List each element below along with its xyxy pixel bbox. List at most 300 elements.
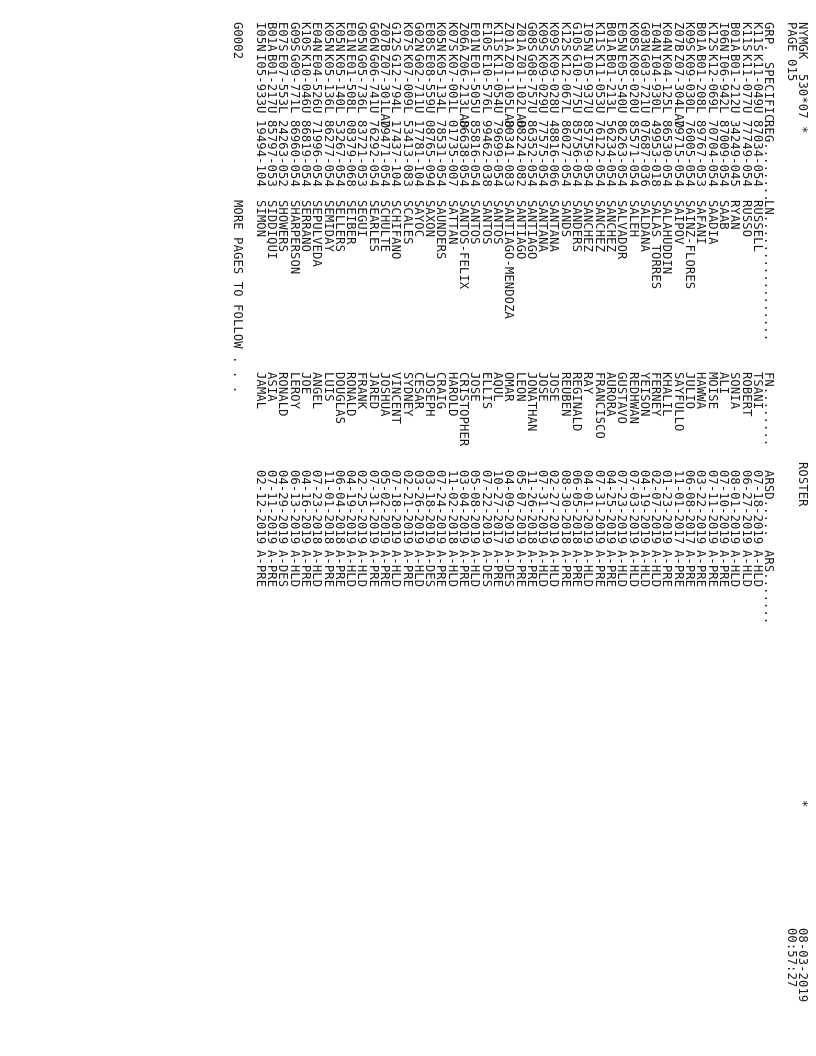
cell-arsd: 11-02-2018 bbox=[445, 470, 460, 545]
cell-first-name: ROBERT bbox=[739, 372, 754, 417]
cell-reg: 85571-054 bbox=[626, 120, 641, 187]
cell-ars: A-DES bbox=[423, 550, 438, 588]
cell-arsd: 06-08-2017 bbox=[683, 470, 698, 545]
cell-specific: I04-930L bbox=[649, 54, 664, 114]
cell-reg: 01735-007 bbox=[445, 120, 460, 187]
cell-ars: A-HLD bbox=[649, 550, 664, 588]
header-line-1 bbox=[797, 22, 808, 1032]
cell-specific: K08-020U bbox=[626, 54, 641, 114]
cell-grp: K08S bbox=[626, 22, 641, 52]
cell-ars: A-PRE bbox=[603, 550, 618, 588]
cell-reg: 56234-054 bbox=[603, 120, 618, 187]
cell-reg: 49953-018 bbox=[649, 120, 664, 187]
cell-first-name: JOSE bbox=[468, 372, 483, 402]
cell-last-name: SAYOC bbox=[411, 200, 426, 238]
cell-reg: 48816-066 bbox=[547, 120, 562, 187]
cell-ars: A-HLD bbox=[728, 550, 743, 588]
cell-grp: E05N bbox=[615, 22, 630, 52]
cell-first-name: REDHWAN bbox=[626, 372, 641, 425]
cell-arsd: 07-11-2019 bbox=[265, 470, 280, 545]
cell-arsd: 07-11-2019 bbox=[705, 470, 720, 545]
cell-last-name: SALVADOR bbox=[615, 200, 630, 260]
cell-specific: K12-069L bbox=[705, 54, 720, 114]
cell-reg: 87009-054 bbox=[716, 120, 731, 187]
cell-arsd: 07-18-2019 bbox=[750, 470, 765, 545]
cell-first-name: LEON bbox=[513, 372, 528, 402]
cell-last-name: SCHULTE bbox=[378, 200, 393, 253]
cell-last-name: SANTIAGO bbox=[513, 200, 528, 260]
cell-first-name: DOUGLAS bbox=[332, 372, 347, 425]
cell-last-name: SANTANA bbox=[536, 200, 551, 253]
cell-grp: G03N bbox=[637, 22, 652, 52]
cell-grp: G08S bbox=[524, 22, 539, 52]
cell-reg: 34249-045 bbox=[728, 120, 743, 187]
report-roster-label: ROSTER bbox=[796, 462, 810, 507]
cell-grp: K07S bbox=[445, 22, 460, 52]
cell-grp: K09S bbox=[547, 22, 562, 52]
cell-specific: K09-028U bbox=[547, 54, 562, 114]
cell-last-name: SANCHEZ bbox=[592, 200, 607, 253]
cell-specific: I06-942L bbox=[716, 54, 731, 114]
cell-ars: A-PRE bbox=[434, 550, 449, 588]
cell-first-name: CRAIG bbox=[434, 372, 449, 410]
table-row bbox=[447, 22, 458, 1032]
cell-last-name: SANCHEZ bbox=[581, 200, 596, 253]
cell-arsd: 01-23-2019 bbox=[660, 470, 675, 545]
cell-last-name: SANCHEZ bbox=[603, 200, 618, 253]
cell-specific: B01-213L bbox=[603, 54, 618, 114]
cell-reg: 71996-054 bbox=[310, 120, 325, 187]
cell-last-name: SAAB bbox=[716, 200, 731, 230]
cell-first-name: JOSEPH bbox=[423, 372, 438, 417]
cell-reg: 86027-054 bbox=[558, 120, 573, 187]
cell-last-name: SAXON bbox=[423, 200, 438, 238]
cell-grp: K09S bbox=[536, 22, 551, 52]
cell-last-name: SCALES bbox=[400, 200, 415, 245]
cell-specific: Z07-301LAD bbox=[378, 54, 393, 129]
report-page: PAGE 015 bbox=[784, 22, 799, 82]
cell-grp: G05N bbox=[355, 22, 370, 52]
cell-ars: A-HLD bbox=[389, 550, 404, 588]
cell-specific: K11-053U bbox=[592, 54, 607, 114]
cell-reg: 24263-052 bbox=[276, 120, 291, 187]
cell-last-name: SANTOS bbox=[468, 200, 483, 245]
report-title: NYMGK 530*07 * bbox=[796, 22, 810, 134]
cell-specific: G05-736L bbox=[355, 54, 370, 114]
cell-grp: Z06A bbox=[457, 22, 472, 52]
cell-first-name: ASIA bbox=[265, 372, 280, 402]
cell-reg: 76292-054 bbox=[366, 120, 381, 187]
cell-grp: I05N bbox=[581, 22, 596, 52]
cell-first-name: LEROY bbox=[287, 372, 302, 410]
cell-arsd: 03-18-2019 bbox=[423, 470, 438, 545]
cell-arsd: 10-27-2017 bbox=[490, 470, 505, 545]
cell-ars: A-PRE bbox=[513, 550, 528, 588]
table-row bbox=[705, 22, 720, 1032]
cell-ars: A-PRE bbox=[490, 550, 505, 588]
cell-reg: 85816-054 bbox=[468, 120, 483, 187]
cell-arsd: 07-23-2018 bbox=[310, 470, 325, 545]
cell-last-name: SAFANI bbox=[694, 200, 709, 245]
cell-ars: A-HLD bbox=[750, 550, 765, 588]
cell-last-name: RYAN bbox=[728, 200, 743, 230]
cell-last-name: RUSSELL bbox=[750, 200, 765, 253]
cell-grp: E04N bbox=[310, 22, 325, 52]
cell-last-name: SALDANA bbox=[637, 200, 652, 253]
cell-grp: Z07B bbox=[378, 22, 393, 52]
cell-specific: E10-576L bbox=[479, 54, 494, 114]
cell-grp: I06N bbox=[716, 22, 731, 52]
cell-last-name: SHARPERSON bbox=[287, 200, 302, 275]
report-star: * bbox=[796, 800, 810, 808]
table-row bbox=[592, 22, 607, 1032]
cell-last-name: SALAHUDDIN bbox=[660, 200, 675, 275]
cell-last-name: SEGUI bbox=[355, 200, 370, 238]
cell-specific: G03-721U bbox=[637, 54, 652, 114]
cell-ars: A-PRE bbox=[332, 550, 347, 588]
cell-first-name: VINCENT bbox=[389, 372, 404, 425]
cell-arsd: 04-19-2019 bbox=[637, 470, 652, 545]
cell-first-name: RAY bbox=[581, 372, 596, 395]
cell-ars: A-HLD bbox=[468, 550, 483, 588]
cell-ars: A-HLD bbox=[581, 550, 596, 588]
table-row bbox=[253, 22, 268, 1032]
cell-last-name: SANTANA bbox=[547, 200, 562, 253]
cell-arsd: 04-09-2019 bbox=[502, 470, 517, 545]
cell-first-name: CRISTOPHER bbox=[457, 372, 472, 447]
col-reg: REG........ bbox=[762, 120, 777, 202]
cell-ars: A-PRE bbox=[457, 550, 472, 588]
col-specific: SPECIFIC.. bbox=[762, 62, 777, 137]
cell-ars: A-HLD bbox=[626, 550, 641, 588]
cell-first-name: RONALD bbox=[344, 372, 359, 417]
cell-grp: K11S bbox=[592, 22, 607, 52]
cell-grp: K10S bbox=[298, 22, 313, 52]
cell-specific: K11-054U bbox=[490, 54, 505, 114]
cell-specific: Z01-105LAD bbox=[502, 54, 517, 129]
cell-reg: 85759-054 bbox=[581, 120, 596, 187]
cell-specific: K07-009L bbox=[400, 54, 415, 114]
cell-specific: G10-775U bbox=[570, 54, 585, 114]
cell-arsd: 02-25-2019 bbox=[355, 470, 370, 545]
cell-ars: A-PRE bbox=[378, 550, 393, 588]
cell-specific: K10-046U bbox=[298, 54, 313, 114]
cell-specific: E07-553L bbox=[276, 54, 291, 114]
cell-ars: A-PRE bbox=[705, 550, 720, 588]
cell-first-name: AQUL bbox=[490, 372, 505, 402]
cell-ars: A-PRE bbox=[400, 550, 415, 588]
cell-ars: A-HLD bbox=[355, 550, 370, 588]
cell-grp: E01N bbox=[344, 22, 359, 52]
cell-arsd: 05-08-2019 bbox=[468, 470, 483, 545]
cell-ars: A-PRE bbox=[524, 550, 539, 588]
cell-arsd: 02-21-2019 bbox=[400, 470, 415, 545]
cell-reg: 07687-036 bbox=[637, 120, 652, 187]
cell-first-name: SONIA bbox=[728, 372, 743, 410]
cell-ars: A-PRE bbox=[716, 550, 731, 588]
cell-reg: 86530-054 bbox=[660, 120, 675, 187]
cell-specific: K05-134L bbox=[434, 54, 449, 114]
cell-ars: A-PRE bbox=[265, 550, 280, 588]
cell-first-name: TSANI bbox=[750, 372, 765, 410]
cell-ars: A-HLD bbox=[536, 550, 551, 588]
cell-arsd: 04-29-2019 bbox=[276, 470, 291, 545]
cell-last-name: SANTIAGO-MENDOZA bbox=[502, 200, 517, 319]
cell-first-name: JONATHAN bbox=[524, 372, 539, 432]
cell-last-name: SELLERS bbox=[332, 200, 347, 253]
cell-specific: Z01-102LAD bbox=[513, 54, 528, 129]
table-row bbox=[287, 22, 302, 1032]
cell-specific: E08-559U bbox=[423, 54, 438, 114]
cell-grp: E08S bbox=[423, 22, 438, 52]
cell-last-name: SANDERS bbox=[570, 200, 585, 253]
cell-arsd: 07-31-2019 bbox=[536, 470, 551, 545]
table-row bbox=[366, 22, 381, 1032]
cell-first-name: OMAR bbox=[502, 372, 517, 402]
cell-arsd: 04-16-2019 bbox=[298, 470, 313, 545]
cell-grp: Z01A bbox=[502, 22, 517, 52]
cell-first-name: JARED bbox=[366, 372, 381, 410]
cell-last-name: SEARLES bbox=[366, 200, 381, 253]
cell-arsd: 07-18-2019 bbox=[389, 470, 404, 545]
cell-reg: 79471-054 bbox=[378, 120, 393, 187]
cell-first-name: JOSE bbox=[547, 372, 562, 402]
cell-specific: G06-741U bbox=[366, 54, 381, 114]
cell-ars: A-PRE bbox=[298, 550, 313, 588]
cell-arsd: 05-02-2019 bbox=[378, 470, 393, 545]
cell-last-name: RUSSO bbox=[739, 200, 754, 238]
cell-specific: K11-049U bbox=[750, 54, 765, 114]
cell-reg: 77575-054 bbox=[536, 120, 551, 187]
cell-first-name: HAROLD bbox=[445, 372, 460, 417]
cell-reg: 87034-054 bbox=[750, 120, 765, 187]
cell-grp: G12S bbox=[389, 22, 404, 52]
cell-specific: K11-077U bbox=[739, 54, 754, 114]
cell-specific: G09-771L bbox=[287, 54, 302, 114]
table-row bbox=[558, 22, 573, 1032]
col-ars: ARS....... bbox=[762, 550, 777, 625]
cell-grp: K11S bbox=[739, 22, 754, 52]
cell-last-name: SALAS TORRES bbox=[649, 200, 664, 290]
cell-specific: G02-711U bbox=[411, 54, 426, 114]
rotated-roster-page bbox=[232, 22, 808, 1032]
cell-grp: G02N bbox=[411, 22, 426, 52]
cell-last-name: SANDS bbox=[558, 200, 573, 238]
cell-reg: 83721-053 bbox=[355, 120, 370, 187]
cell-first-name: ANGEL bbox=[310, 372, 325, 410]
cell-grp: Z01A bbox=[513, 22, 528, 52]
cell-arsd: 07-03-2019 bbox=[626, 470, 641, 545]
cell-grp: G10S bbox=[570, 22, 585, 52]
cell-last-name: SEMIDAY bbox=[321, 200, 336, 253]
cell-reg: 53267-054 bbox=[332, 120, 347, 187]
cell-ars: A-HLD bbox=[547, 550, 562, 588]
cell-grp: E07S bbox=[276, 22, 291, 52]
cell-arsd: 03-04-2019 bbox=[457, 470, 472, 545]
cell-arsd: 07-23-2019 bbox=[615, 470, 630, 545]
cell-reg: 08379-068 bbox=[344, 120, 359, 187]
cell-arsd: 07-31-2019 bbox=[592, 470, 607, 545]
col-grp: GRP. bbox=[762, 22, 777, 52]
footer-code: G0002 bbox=[231, 22, 246, 60]
cell-reg: 79715-054 bbox=[671, 120, 686, 187]
cell-last-name: SIDDIQUI bbox=[265, 200, 280, 260]
roster-table-body bbox=[253, 22, 765, 1032]
cell-arsd: 11-01-2017 bbox=[671, 470, 686, 545]
cell-reg: 86819-054 bbox=[298, 120, 313, 187]
cell-last-name: SAADIA bbox=[705, 200, 720, 245]
cell-last-name: SERRANO bbox=[298, 200, 313, 253]
cell-specific: G08-757U bbox=[524, 54, 539, 114]
cell-arsd: 06-05-2018 bbox=[570, 470, 585, 545]
cell-first-name: REUBEN bbox=[558, 372, 573, 417]
cell-reg: 99462-038 bbox=[479, 120, 494, 187]
cell-arsd: 03-26-2019 bbox=[411, 470, 426, 545]
cell-reg: 77749-054 bbox=[739, 120, 754, 187]
cell-arsd: 02-12-2019 bbox=[253, 470, 268, 545]
cell-arsd: 04-19-2019 bbox=[344, 470, 359, 545]
cell-reg: 53413-083 bbox=[400, 120, 415, 187]
footer-line bbox=[231, 22, 246, 1032]
table-row bbox=[400, 22, 415, 1032]
cell-first-name: CESAR bbox=[411, 372, 426, 410]
cell-last-name: SEIBER bbox=[344, 200, 359, 245]
cell-arsd: 05-07-2019 bbox=[513, 470, 528, 545]
cell-first-name: FRANK bbox=[355, 372, 370, 410]
col-arsd: ARSD..... bbox=[762, 470, 777, 537]
cell-ars: A-HLD bbox=[739, 550, 754, 588]
cell-last-name: SANTOS bbox=[479, 200, 494, 245]
cell-specific: E04-526U bbox=[310, 54, 325, 114]
cell-arsd: 07-10-2019 bbox=[716, 470, 731, 545]
cell-first-name: SAYFULLO bbox=[671, 372, 686, 432]
cell-first-name: FERNEY bbox=[649, 372, 664, 417]
cell-ars: A-HLD bbox=[287, 550, 302, 588]
cell-grp: B01A bbox=[728, 22, 743, 52]
cell-reg: 86352-054 bbox=[524, 120, 539, 187]
cell-specific: E01-505U bbox=[468, 54, 483, 114]
cell-arsd: 11-26-2018 bbox=[524, 470, 539, 545]
table-row bbox=[479, 22, 494, 1032]
cell-grp: K05N bbox=[434, 22, 449, 52]
col-ln: LN................. bbox=[762, 200, 777, 342]
cell-reg: 80341-083 bbox=[502, 120, 517, 187]
cell-arsd: 06-04-2018 bbox=[332, 470, 347, 545]
cell-specific: Z06-213LAD bbox=[457, 54, 472, 129]
cell-last-name: SATTAN bbox=[445, 200, 460, 245]
cell-first-name: JOSE bbox=[536, 372, 551, 402]
cell-first-name: AURORA bbox=[603, 372, 618, 417]
cell-specific: Z07-304LAD bbox=[671, 54, 686, 129]
cell-grp: G09S bbox=[287, 22, 302, 52]
cell-grp: B01A bbox=[265, 22, 280, 52]
cell-reg: 70704-054 bbox=[705, 120, 720, 187]
cell-grp: K05N bbox=[321, 22, 336, 52]
cell-grp: K09S bbox=[683, 22, 698, 52]
cell-ars: A-HLD bbox=[411, 550, 426, 588]
cell-grp: B01A bbox=[694, 22, 709, 52]
table-row bbox=[671, 22, 686, 1032]
cell-reg: 89767-053 bbox=[694, 120, 709, 187]
cell-specific: B01-212U bbox=[728, 54, 743, 114]
cell-ars: A-PRE bbox=[321, 550, 336, 588]
cell-arsd: 02-27-2019 bbox=[547, 470, 562, 545]
cell-reg: 17437-104 bbox=[389, 120, 404, 187]
cell-first-name: JAMAL bbox=[253, 372, 268, 410]
cell-arsd: 02-07-2019 bbox=[649, 470, 664, 545]
cell-last-name: SANTOS bbox=[490, 200, 505, 245]
cell-reg: 86960-054 bbox=[287, 120, 302, 187]
cell-reg: 85756-054 bbox=[570, 120, 585, 187]
cell-ars: A-HLD bbox=[344, 550, 359, 588]
cell-reg: 86263-054 bbox=[615, 120, 630, 187]
cell-ars: A-PRE bbox=[671, 550, 686, 588]
cell-first-name: MOISE bbox=[705, 372, 720, 410]
cell-reg: 08224-082 bbox=[513, 120, 528, 187]
cell-specific: K04-125L bbox=[660, 54, 675, 114]
cell-reg: 78531-054 bbox=[434, 120, 449, 187]
cell-first-name: HAWWA bbox=[694, 372, 709, 410]
cell-ars: A-DES bbox=[276, 550, 291, 588]
cell-first-name: JOE bbox=[298, 372, 313, 395]
cell-grp: E01N bbox=[468, 22, 483, 52]
cell-last-name: SAIPOV bbox=[671, 200, 686, 245]
cell-first-name: REGINALD bbox=[570, 372, 585, 432]
cell-specific: K12-067L bbox=[558, 54, 573, 114]
cell-ars: A-PRE bbox=[253, 550, 268, 588]
cell-grp: K04N bbox=[660, 22, 675, 52]
cell-first-name: YEISON bbox=[637, 372, 652, 417]
cell-specific: K09-029U bbox=[536, 54, 551, 114]
cell-grp: I04N bbox=[649, 22, 664, 52]
cell-first-name: SYDNEY bbox=[400, 372, 415, 417]
cell-grp: E10S bbox=[479, 22, 494, 52]
cell-reg: 17781-104 bbox=[411, 120, 426, 187]
cell-ars: A-PRE bbox=[683, 550, 698, 588]
cell-first-name: ALI bbox=[716, 372, 731, 395]
cell-specific: E05-540U bbox=[615, 54, 630, 114]
cell-ars: A-HLD bbox=[637, 550, 652, 588]
cell-reg: 85797-053 bbox=[265, 120, 280, 187]
cell-specific: K09-030L bbox=[683, 54, 698, 114]
cell-ars: A-PRE bbox=[570, 550, 585, 588]
report-time: 00:57:27 bbox=[784, 928, 799, 988]
cell-grp: K12S bbox=[558, 22, 573, 52]
cell-grp: I05N bbox=[253, 22, 268, 52]
cell-last-name: SANTOS-FELIX bbox=[457, 200, 472, 290]
cell-arsd: 07-31-2019 bbox=[366, 470, 381, 545]
cell-arsd: 11-01-2018 bbox=[321, 470, 336, 545]
cell-grp: K12S bbox=[705, 22, 720, 52]
footer-more-pages: MORE PAGES TO FOLLOW . . . bbox=[231, 200, 246, 394]
cell-first-name: KHALIL bbox=[660, 372, 675, 417]
cell-grp: G06N bbox=[366, 22, 381, 52]
cell-arsd: 06-27-2019 bbox=[739, 470, 754, 545]
cell-ars: A-HLD bbox=[310, 550, 325, 588]
cell-specific: K07-001L bbox=[445, 54, 460, 114]
cell-reg: 08765-094 bbox=[423, 120, 438, 187]
cell-last-name: SALEH bbox=[626, 200, 641, 238]
cell-ars: A-PRE bbox=[694, 550, 709, 588]
cell-last-name: SIMON bbox=[253, 200, 268, 238]
cell-first-name: JULIO bbox=[683, 372, 698, 410]
col-fn: FN........ bbox=[762, 372, 777, 447]
cell-specific: G12-794L bbox=[389, 54, 404, 114]
cell-last-name: SEPULVEDA bbox=[310, 200, 325, 267]
cell-ars: A-HLD bbox=[445, 550, 460, 588]
cell-last-name: SCHIFANO bbox=[389, 200, 404, 260]
cell-specific: I05-937U bbox=[581, 54, 596, 114]
